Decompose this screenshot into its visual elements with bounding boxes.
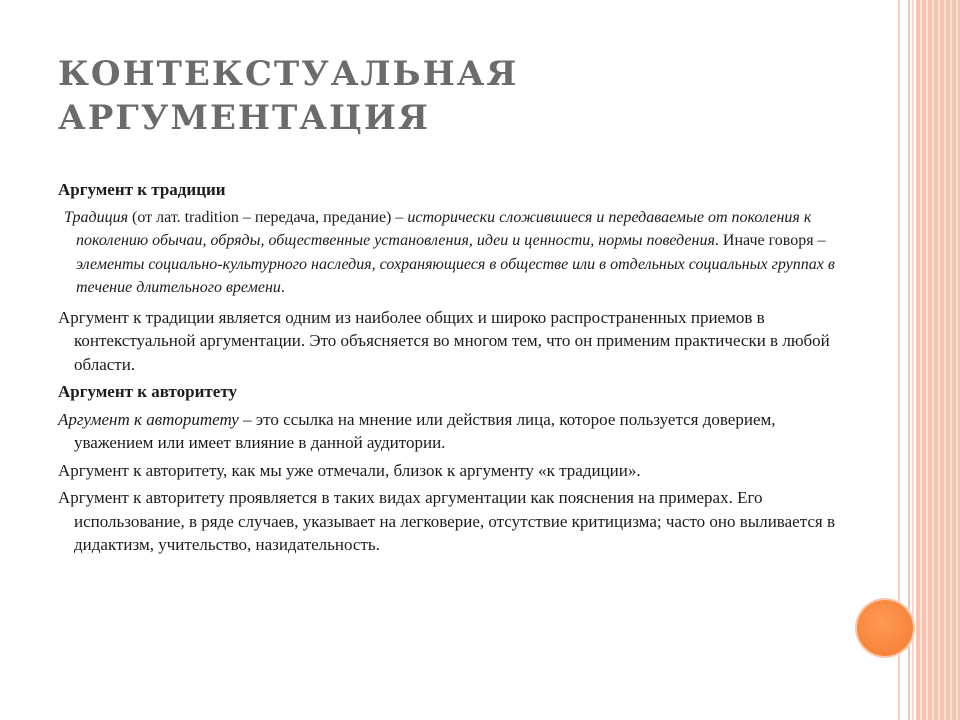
section-heading-tradition: Аргумент к традиции xyxy=(58,180,226,199)
authority-term: Аргумент к авторитету xyxy=(58,409,239,429)
definition-end: . xyxy=(280,279,285,296)
definition-term: Традиция xyxy=(64,208,129,226)
slide-body xyxy=(58,178,838,561)
authority-definition xyxy=(58,408,838,455)
section-heading-authority: Аргумент к авторитету xyxy=(58,382,237,401)
definition-text: (от лат. tradition – передача, предание) – xyxy=(128,208,408,226)
slide-title xyxy=(58,52,878,140)
tradition-paragraph: Аргумент к традиции является одним из наиболее общих и широко распространенных приемов в контекстуальной аргументации. Это объясняется во многом тем, что он применим практически в любой области. xyxy=(58,307,830,374)
authority-definition-text: – это ссылка на мнение или действия лица, которое пользуется доверием, уважением или имеет влияние в данной аудитории. xyxy=(74,409,776,452)
authority-paragraph-1: Аргумент к авторитету, как мы уже отмечали, близок к аргументу «к традиции». xyxy=(58,460,641,480)
slide-title-line-2: АРГУМЕНТАЦИЯ xyxy=(58,98,430,138)
authority-paragraph-2: Аргумент к авторитету проявляется в таких видах аргументации как пояснения на примерах. Его использование, в ряде случаев, указывает на легковерие, отсутствие критицизма; часто оно выливается в дидактизм, учительство, назидательность. xyxy=(58,488,835,554)
decorative-line xyxy=(912,0,914,720)
definition-text-2: . Иначе говоря – xyxy=(714,232,826,249)
right-decorative-band xyxy=(916,0,960,720)
definition-italic-1: исторически сложившиеся и передаваемые от поколения к поколению обычаи, обряды, общественные установления, идеи и ценности, нормы поведения xyxy=(76,208,812,249)
definition-italic-2: элементы социально-культурного наследия, сохраняющиеся в обществе или в отдельных социальных группах в течение длительного времени xyxy=(76,255,835,296)
tradition-definition xyxy=(64,206,838,300)
slide-title-line-1: КОНТЕКСТУАЛЬНАЯ xyxy=(58,54,519,94)
orange-circle-decoration xyxy=(857,600,913,656)
